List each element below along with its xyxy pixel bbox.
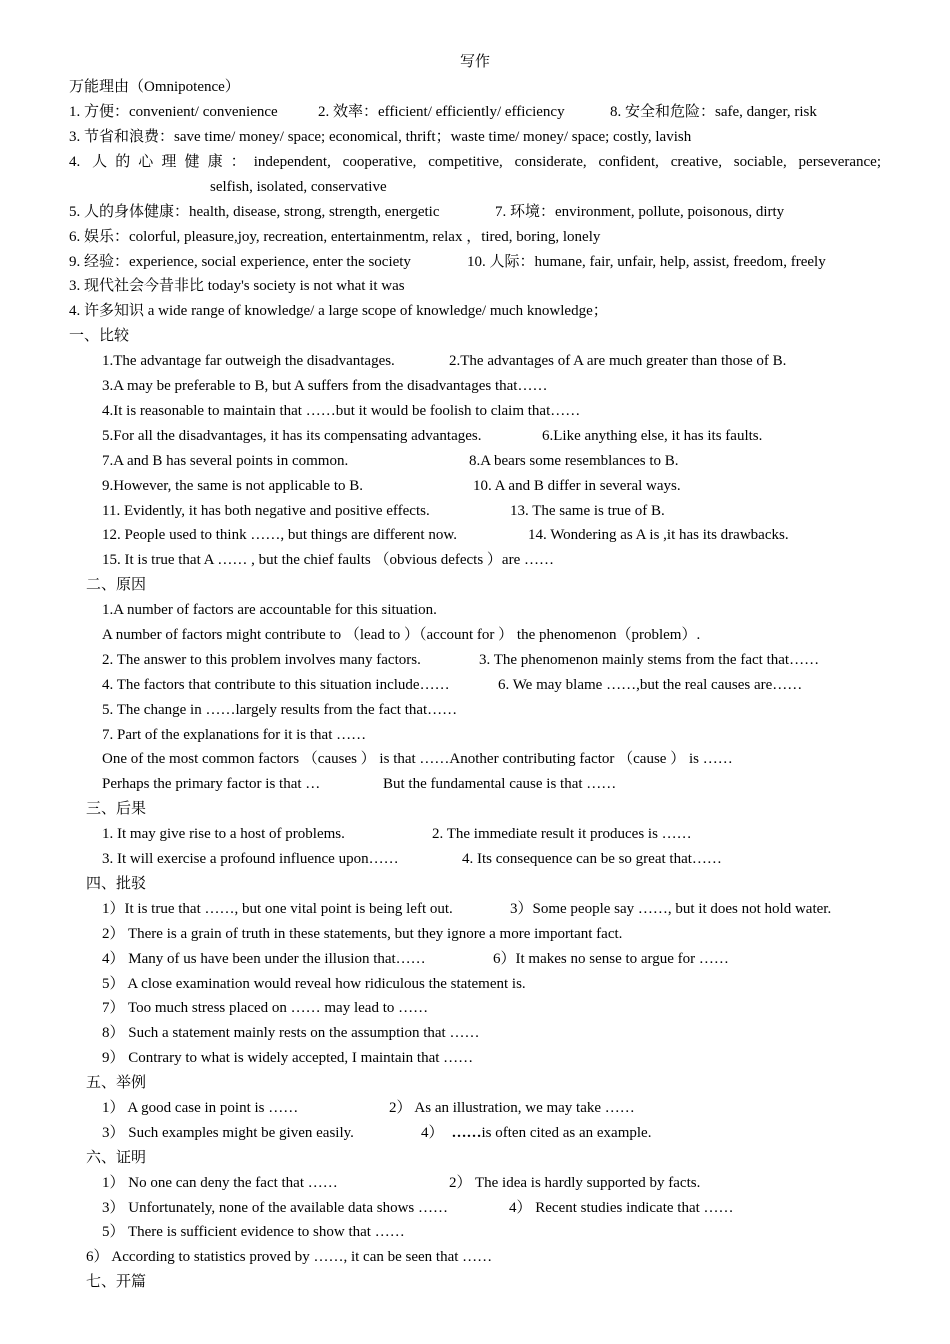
compare-item-12: 12. People used to think ……, but things are different now. (102, 527, 457, 543)
omni-line-1a: 1. 方便：convenient/ convenience (69, 104, 278, 120)
compare-item-3: 3.A may be preferable to B, but A suffers from the disadvantages that…… (102, 378, 548, 394)
refute-item-2: 2） There is a grain of truth in these statements, but they ignore a more important fact. (102, 926, 623, 942)
cause-item-9b: But the fundamental cause is that …… (383, 776, 617, 792)
omnipotence-heading: 万能理由（Omnipotence） (69, 79, 240, 95)
result-item-3: 3. It will exercise a profound influence upon…… (102, 851, 399, 867)
compare-item-13: 13. The same is true of B. (510, 503, 665, 519)
compare-item-7: 7.A and B has several points in common. (102, 453, 349, 469)
result-item-2: 2. The immediate result it produces is …… (432, 826, 692, 842)
section-heading-refute: 四、批驳 (86, 876, 147, 892)
refute-item-5: 5） A close examination would reveal how ridiculous the statement is. (102, 976, 526, 992)
cause-item-2: 2. The answer to this problem involves many factors. (102, 652, 421, 668)
section-heading-cause: 二、原因 (86, 577, 147, 593)
cause-item-7: 7. Part of the explanations for it is that …… (102, 727, 367, 743)
example-item-4-text: is often cited as an example. (481, 1125, 652, 1141)
cause-item-6: 6. We may blame ……,but the real causes are…… (498, 677, 803, 693)
refute-item-9: 9） Contrary to what is widely accepted, I maintain that …… (102, 1050, 474, 1066)
compare-item-2: 2.The advantages of A are much greater than those of B. (449, 353, 787, 369)
omni-line-3: 4. 人的心理健康：independent, cooperative, competitive, considerate, confident, creative, sociable, perseverance; (69, 154, 881, 170)
section-heading-result: 三、后果 (86, 801, 147, 817)
omni-line-7: 3. 现代社会今昔非比 today's society is not what it was (69, 278, 405, 294)
example-item-1: 1） A good case in point is …… (102, 1100, 299, 1116)
cause-item-1b: A number of factors might contribute to （lead to ）（account for ） the phenomenon（problem）. (102, 627, 701, 643)
refute-item-7: 7） Too much stress placed on …… may lead to …… (102, 1000, 429, 1016)
omni-line-4a: 5. 人的身体健康：health, disease, strong, strength, energetic (69, 204, 440, 220)
refute-item-8: 8） Such a statement mainly rests on the assumption that …… (102, 1025, 480, 1041)
example-item-4-number: 4） (421, 1125, 444, 1141)
example-item-2: 2） As an illustration, we may take …… (389, 1100, 635, 1116)
compare-item-11: 11. Evidently, it has both negative and positive effects. (102, 503, 430, 519)
compare-item-1: 1.The advantage far outweigh the disadvantages. (102, 353, 395, 369)
omni-line-5: 6. 娱乐：colorful, pleasure,joy, recreation, entertainmentm, relax ，tired, boring, lonely (69, 229, 601, 245)
compare-item-4: 4.It is reasonable to maintain that ……but it would be foolish to claim that…… (102, 403, 581, 419)
omni-line-3b: selfish, isolated, conservative (210, 179, 387, 195)
section-heading-example: 五、举例 (86, 1075, 147, 1091)
proof-item-3: 3） Unfortunately, none of the available data shows …… (102, 1200, 449, 1216)
result-item-1: 1. It may give rise to a host of problems. (102, 826, 345, 842)
example-item-4 (421, 1123, 651, 1143)
omni-line-6a: 9. 经验：experience, social experience, enter the society (69, 254, 411, 270)
compare-item-5: 5.For all the disadvantages, it has its compensating advantages. (102, 428, 482, 444)
cause-item-9a: Perhaps the primary factor is that … (102, 776, 321, 792)
compare-item-8: 8.A bears some resemblances to B. (469, 453, 679, 469)
compare-item-6: 6.Like anything else, it has its faults. (542, 428, 763, 444)
cause-item-8: One of the most common factors （causes ） is that ……Another contributing factor （cause ） is …… (102, 751, 733, 767)
example-item-3: 3） Such examples might be given easily. (102, 1125, 354, 1141)
omni-line-1b: 2. 效率：efficient/ efficiently/ efficiency (318, 104, 565, 120)
proof-item-6: 6） According to statistics proved by ……, it can be seen that …… (86, 1249, 493, 1265)
refute-item-1: 1）It is true that ……, but one vital point is being left out. (102, 901, 453, 917)
omni-line-8: 4. 许多知识 a wide range of knowledge/ a large scope of knowledge/ much knowledge； (69, 303, 608, 319)
compare-item-15: 15. It is true that A …… , but the chief faults （obvious defects ）are …… (102, 552, 554, 568)
refute-item-4: 4） Many of us have been under the illusion that…… (102, 951, 426, 967)
result-item-4: 4. Its consequence can be so great that…… (462, 851, 722, 867)
section-heading-compare: 一、比较 (69, 328, 130, 344)
omni-line-6b: 10. 人际：humane, fair, unfair, help, assist, freedom, freely (467, 254, 826, 270)
compare-item-10: 10. A and B differ in several ways. (473, 478, 681, 494)
refute-item-3: 3）Some people say ……, but it does not hold water. (510, 901, 832, 917)
proof-item-5: 5） There is sufficient evidence to show that …… (102, 1224, 405, 1240)
section-heading-proof: 六、证明 (86, 1150, 147, 1166)
cause-item-5: 5. The change in ……largely results from the fact that…… (102, 702, 458, 718)
omni-line-1c: 8. 安全和危险：safe, danger, risk (610, 104, 817, 120)
page-title: 写作 (459, 54, 490, 70)
cause-item-4: 4. The factors that contribute to this situation include…… (102, 677, 450, 693)
compare-item-14: 14. Wondering as A is ,it has its drawbacks. (528, 527, 789, 543)
section-heading-opening: 七、开篇 (86, 1274, 147, 1290)
proof-item-2: 2） The idea is hardly supported by facts. (449, 1175, 701, 1191)
cause-item-1: 1.A number of factors are accountable for this situation. (102, 602, 437, 618)
example-item-4-ellipsis: …… (451, 1125, 482, 1141)
compare-item-9: 9.However, the same is not applicable to B. (102, 478, 363, 494)
omni-line-4b: 7. 环境：environment, pollute, poisonous, dirty (495, 204, 785, 220)
refute-item-6: 6）It makes no sense to argue for …… (493, 951, 729, 967)
proof-item-1: 1） No one can deny the fact that …… (102, 1175, 338, 1191)
omni-line-2: 3. 节省和浪费：save time/ money/ space; economical, thrift；waste time/ money/ space; costly, lavish (69, 129, 692, 145)
cause-item-3: 3. The phenomenon mainly stems from the fact that…… (479, 652, 820, 668)
proof-item-4: 4） Recent studies indicate that …… (509, 1200, 734, 1216)
